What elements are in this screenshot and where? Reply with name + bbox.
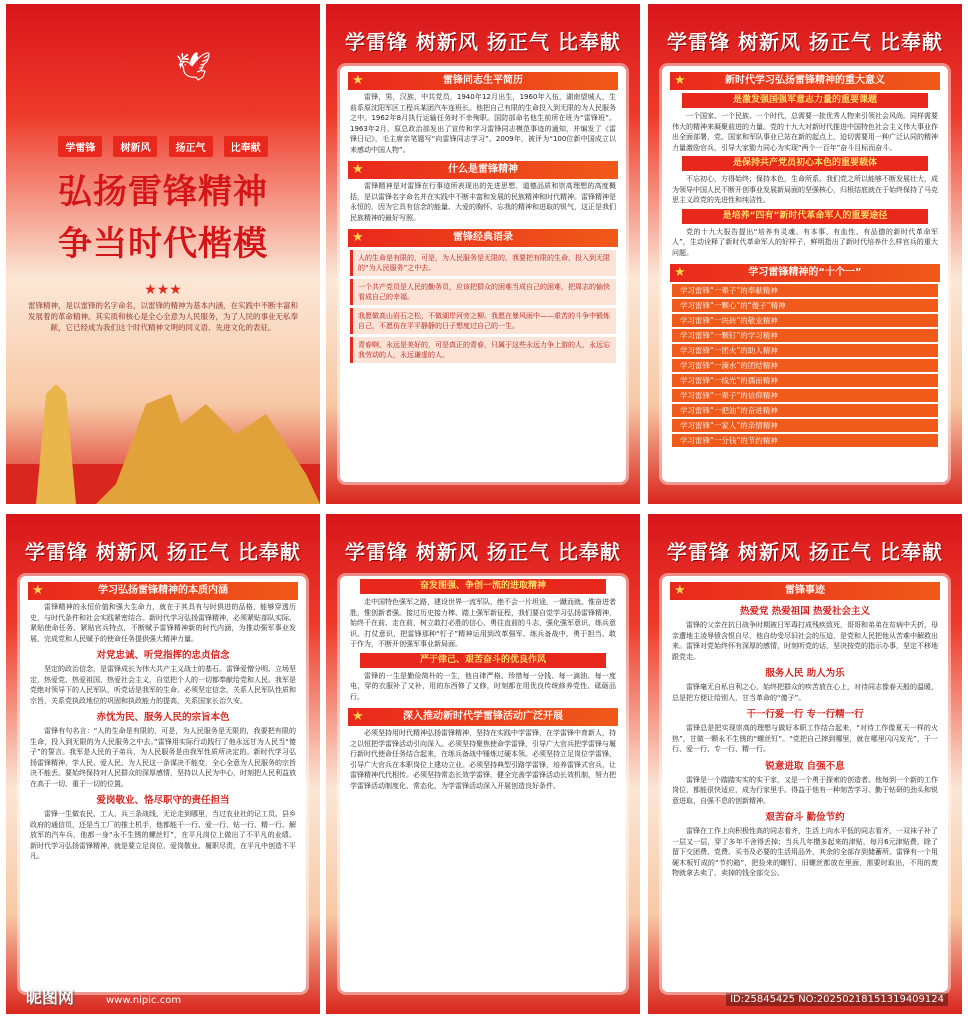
list-item: 学习雷锋“一颗心”的“傻子”精神 bbox=[672, 299, 938, 312]
paragraph: 雷锋毫无自私自利之心，始终把群众的疾苦放在心上，对待同志像春天般的温暖，总是把方便让给别人，甘当革命的“傻子”。 bbox=[672, 683, 938, 702]
paragraph: 雷锋在工作上向积极性高的同志看齐，生活上向水平低的同志看齐，一双袜子补了一层又一层，穿了多年不舍得丢掉；当兵几年攒多起来的津贴，每月6元津贴费，除了留下交团费、党费、买书及必要的生活用品外，其余的全部存到储蓄所。雷锋有一个用硬木板钉成的“节约箱”，把捡来的螺钉、旧螺丝都放在里面，需要时取出，不用的废物就拿去卖了，卖掉的钱全部交公。 bbox=[672, 827, 938, 877]
star-icon: ★ bbox=[674, 583, 686, 598]
sub-header: 锐意进取 自强不息 bbox=[765, 760, 845, 772]
slogan: 学雷锋 树新风 扬正气 比奉献 bbox=[667, 30, 943, 54]
intro-text: 雷锋精神，是以雷锋的名字命名，以雷锋的精神为基本内涵，在实践中不断丰富和发展着的革命精神。其实质和核心是全心全意为人民服务，为了人民的事业无私奉献，它已经成为我们这个时代精神文明的同义语、先进文化的表征。 bbox=[28, 301, 298, 332]
paragraph: 坚定的政治信念，是雷锋成长为伟大共产主义战士的基石。雷锋爱憎分明、立场坚定，热爱党、热爱祖国、热爱社会主义，自觉把个人的一切都奉献给党和人民。我军是党绝对领导下的人民军队，听党话是我军的生命。必须坚定信念，关系人民军队性质和宗旨，关系党执政地位的巩固和执政能力的提高，关系国家长治久安。 bbox=[30, 665, 296, 705]
pill-row bbox=[6, 136, 320, 157]
biography-text: 雷锋，男，汉族，中共党员，1940年12月出生，1960年入伍，湖南望城人，生前系原沈阳军区工程兵某团汽车连班长。他把自己有限的生命投入到无限的为人民服务之中。1962年8月执行运输任务时不幸殉职。国防部命名他生前所在班为“雷锋班”。1963年2月，原总政治部发出了宣传和学习雷锋同志模范事迹的通知，并编发了《雷锋日记》，毛主席亲笔题写“向雷锋同志学习”。2009年，被评为“100位新中国成立以来感动中国人物”。 bbox=[350, 93, 616, 154]
list-item: 学习雷锋“一块砖”的敬业精神 bbox=[672, 314, 938, 327]
sub-header: 赤忱为民、服务人民的宗旨本色 bbox=[96, 712, 230, 723]
poster-panel-4 bbox=[6, 514, 320, 1014]
star-icon: ★ bbox=[32, 583, 44, 598]
paragraph: 走中国特色强军之路，建设世界一流军队，绝不会一片坦途，一蹴而就。惟奋进者胜，惟创新者强。接过历史接力棒、踏上强军新征程，我们要自觉学习弘扬雷锋精神，始终干在前、走在前，树立敢打必胜的信心、勇往直前的斗志，强化强军意识、练兵意识、打仗意识，把雷锋那种“钉子”精神运用到改革强军、练兵备战中，勇于担当、敢于作为，不断开创强军事业新局面。 bbox=[350, 598, 616, 648]
star-icon: ★ bbox=[674, 73, 686, 88]
paragraph: 雷锋有句名言：“人的生命是有限的，可是，为人民服务是无限的，我要把有限的生命，投入到无限的为人民服务之中去。”雷锋用实际行动践行了他永远甘为人民当“傻子”的誓言。我军是人民的子弟兵，为人民服务是由我军性质所决定的。新时代学习弘扬雷锋精神，学人民、爱人民、为人民这一条谋决不能变，全心全意为人民服务的宗旨决不能丢。要始终保持对人民群众的深厚感情，坚持以人民为中心，时刻把人民利益放在高于一切、重于一切的位置。 bbox=[30, 727, 296, 788]
quote-box: 青春啊，永远是美好的，可是真正的青春，只属于这些永远力争上游的人，永远忘我劳动的人，永远谦虚的人。 bbox=[350, 337, 616, 363]
list-item: 学习雷锋“一分钱”的节约精神 bbox=[672, 434, 938, 447]
statue-illustration bbox=[6, 364, 320, 504]
star-icon: ★ bbox=[352, 73, 364, 88]
section-header: ★ 新时代学习弘扬雷锋精神的重大意义 bbox=[670, 72, 940, 90]
dove-icon: 🕊 bbox=[176, 50, 212, 83]
slogan: 学雷锋 树新风 扬正气 比奉献 bbox=[25, 540, 301, 564]
site-watermark: www.nipic.com bbox=[106, 995, 182, 1006]
sub-header: 服务人民 助人为乐 bbox=[765, 668, 845, 679]
content-card bbox=[340, 66, 626, 482]
section-header: ★ 雷锋事迹 bbox=[670, 582, 940, 600]
star-icon: ★ bbox=[352, 230, 364, 245]
quote-box: 人的生命是有限的，可是，为人民服务是无限的，我要把有限的生命，投入到无限的“为人民服务”之中去。 bbox=[350, 250, 616, 276]
pill-tag: 学雷锋 bbox=[58, 136, 102, 157]
section-header: ★ 深入推动新时代学雷锋活动广泛开展 bbox=[348, 708, 618, 726]
brand-watermark: 昵图网 bbox=[26, 988, 75, 1007]
star-icon: ★ bbox=[352, 709, 364, 724]
content-card bbox=[20, 576, 306, 992]
sub-header: 爱岗敬业、恪尽职守的责任担当 bbox=[96, 795, 230, 806]
list-item: 学习雷锋“一家人”的亲情精神 bbox=[672, 419, 938, 432]
section-header: ★ 学习雷锋精神的“十个一” bbox=[670, 264, 940, 282]
list-item: 学习雷锋“一颗钉”的学习精神 bbox=[672, 329, 938, 342]
sub-header: 干一行爱一行 专一行精一行 bbox=[746, 709, 864, 720]
poster-panel-2 bbox=[326, 4, 640, 504]
paragraph: 不忘初心，方得始终；保持本色，生命所系。我们党之所以能够不断发展壮大，成为领导中国人民不断开创事业发展新局面的坚强核心，归根结底就在于始终保持了马克思主义政党的先进性和纯洁性。 bbox=[672, 175, 938, 204]
list-item: 学习雷锋“一辈子”的信仰精神 bbox=[672, 389, 938, 402]
sub-header: 艰苦奋斗 勤俭节约 bbox=[765, 812, 845, 823]
star-icon: ★ bbox=[674, 265, 686, 280]
pill-tag: 扬正气 bbox=[169, 136, 213, 157]
title-line-1: 弘扬雷锋精神 bbox=[58, 172, 268, 212]
slogan: 学雷锋 树新风 扬正气 比奉献 bbox=[667, 540, 943, 564]
sub-header: 奋发图强、争创一流的进取精神 bbox=[360, 579, 606, 594]
paragraph: 雷锋一生做农民、工人、兵三条战线，无论走到哪里，当过农业社的记工员、县乡政府的通信员，还是当工厂的推土机手，他都能干一行、爱一行、钻一行、精一行。解放军的汽车兵，他都一身“永不生锈的螺丝钉”，在平凡岗位上做出了不平凡的业绩。新时代学习弘扬雷锋精神，就是要立足岗位、爱岗敬业、履职尽责，在平凡中创造不平凡。 bbox=[30, 810, 296, 860]
section-header: ★ 雷锋经典语录 bbox=[348, 229, 618, 247]
section-header: ★ 什么是雷锋精神 bbox=[348, 161, 618, 179]
section-header: ★ 学习弘扬雷锋精神的本质内涵 bbox=[28, 582, 298, 600]
paragraph: 必须坚持用时代精神弘扬雷锋精神，坚持在实践中学雷锋，在学雷锋中育新人，持之以恒把学雷锋活动引向深入。必须坚持聚焦使命学雷锋，引导广大官兵把学雷锋与履行新时代使命任务结合起来，在练兵备战中锤炼过硬本领。必须坚持立足岗位学雷锋，引导广大官兵在本职岗位上建功立业。必须坚持典型引路学雷锋，培养雷锋式官兵，让雷锋精神代代相传。必须坚持常态长效学雷锋，健全完善学雷锋活动长效机制，努力把学雷锋活动制度化、常态化，为学雷锋活动深入开展创造良好条件。 bbox=[350, 729, 616, 790]
sub-header: 热爱党 热爱祖国 热爱社会主义 bbox=[739, 606, 871, 617]
sub-header: 严于律己、艰苦奋斗的优良作风 bbox=[360, 653, 606, 668]
content-card bbox=[662, 576, 948, 992]
paragraph: 雷锋是一个踏踏实实的实干家，又是一个勇于探索的创造者。他每到一个新的工作岗位，都能很快适应，成为行家里手。得益于他有一种刻苦学习、勤于钻研的劲头和锐意进取、自强不息的创新精神。 bbox=[672, 775, 938, 805]
list-item: 学习雷锋“一辈子”的奉献精神 bbox=[672, 284, 938, 297]
paragraph: 党的十九大报告提出“培养有灵魂、有本事、有血性、有品德的新时代革命军人”，生动诠释了新时代革命军人的好样子，鲜明指出了新时代培养什么样官兵的重大问题。 bbox=[672, 227, 938, 257]
slogan: 学雷锋 树新风 扬正气 比奉献 bbox=[345, 540, 621, 564]
sub-header: 对党忠诚、听党指挥的忠贞信念 bbox=[96, 650, 230, 661]
paragraph: 雷锋精神的永恒价值和强大生命力，就在于其具有与时俱进的品格，能够穿透历史，与时代条件和社会实践紧密结合。新时代学习弘扬雷锋精神，必须紧贴部队实际、紧贴使命任务、紧贴官兵特点，不断赋予雷锋精神新的时代内涵，为推动强军事业发展，完成党和人民赋予的使命任务提供强大精神力量。 bbox=[30, 603, 296, 643]
sub-header: 是激发强国强军意志力量的重要课题 bbox=[682, 93, 928, 108]
stars-decoration: ★★★ bbox=[144, 282, 182, 298]
pill-tag: 树新风 bbox=[113, 136, 157, 157]
list-item: 学习雷锋“一滴水”的团结精神 bbox=[672, 359, 938, 372]
sub-header: 是培养“四有”新时代革命军人的重要途径 bbox=[682, 209, 928, 224]
content-card bbox=[662, 66, 948, 482]
spirit-text: 雷锋精神是对雷锋在行事迹所表现出的先进思想、道德品质和崇高理想的高度概括，是以雷锋名字命名并在实践中不断丰富和发展的民族精神和时代精神。雷锋精神是永恒的，因为它具有信念的能量、大爱的胸怀、忘我的精神和进取的锐气，这正是我们民族精神的最好写照。 bbox=[350, 182, 616, 222]
section-header: ★ 雷锋同志生平简历 bbox=[348, 72, 618, 90]
quote-box: 我愿做高山岩石之松，不做湖岸河旁之柳。我愿在暴风雨中——艰苦的斗争中锻炼自己，不愿仿在平平静静的日子想度过自己的一生。 bbox=[350, 308, 616, 334]
list-item: 学习雷锋“一把油”的奋进精神 bbox=[672, 404, 938, 417]
content-card bbox=[340, 576, 626, 992]
list-item: 学习雷锋“一团火”的助人精神 bbox=[672, 344, 938, 357]
poster-panel-6 bbox=[648, 514, 962, 1014]
title-line-2: 争当时代楷模 bbox=[58, 224, 268, 264]
quote-box: 一个共产党员是人民的勤务员，应该把群众的困难当成自己的困难，把周志的愉快看成自己的幸福。 bbox=[350, 279, 616, 305]
paragraph: 一个国家、一个民族、一个时代，总需要一批优秀人物来引领社会风尚。同样需要伟大的精神来凝聚前进的力量。党的十九大对新时代推进中国特色社会主义伟大事业作出全面部署，党、国家和军队事业已站在新的起点上，迫切需要用一种广泛认同的精神力量激励官兵，引导大家勠力同心为实现“两个一百年”奋斗目标而奋斗。 bbox=[672, 112, 938, 152]
pill-tag: 比奉献 bbox=[224, 136, 268, 157]
poster-panel-1 bbox=[6, 4, 320, 504]
poster-panel-5 bbox=[326, 514, 640, 1014]
paragraph: 雷锋总是把实现崇高的理想与做好本职工作结合起来，“对待工作像夏天一样的火热”，甘做一颗永不生锈的“螺丝钉”。“党把自己摔到哪里，就在哪里闪闪发光”，干一行、爱一行、专一行、精一行。 bbox=[672, 724, 938, 753]
star-icon: ★ bbox=[352, 162, 364, 177]
list-item: 学习雷锋“一线光”的孺而精神 bbox=[672, 374, 938, 387]
paragraph: 雷锋的一生是勤俭简朴的一生，他自律严格、珍惜每一分钱、每一滴油、每一度电，穿的衣服补了又补，用的东西修了又修，时刻都在用优良传统修养党性、砥砺品行。 bbox=[350, 671, 616, 701]
sub-header: 是保持共产党员初心本色的重要载体 bbox=[682, 156, 928, 171]
id-watermark: ID:25845425 NO:20250218151319409124 bbox=[726, 993, 948, 1006]
paragraph: 雷锋的父亲在抗日战争时期被日军毒打成残疾致死，哥哥和弟弟在贫病中夭折，母亲遭地主凌辱愤含恨自尽，他自幼受尽旧社会的压迫，是党和人民把他从苦难中解救出来。雷锋对党始终怀有深厚的感情，时刻听党的话，坚决按党的指示办事，坚定不移地跟党走。 bbox=[672, 621, 938, 661]
poster-panel-3 bbox=[648, 4, 962, 504]
slogan: 学雷锋 树新风 扬正气 比奉献 bbox=[345, 30, 621, 54]
